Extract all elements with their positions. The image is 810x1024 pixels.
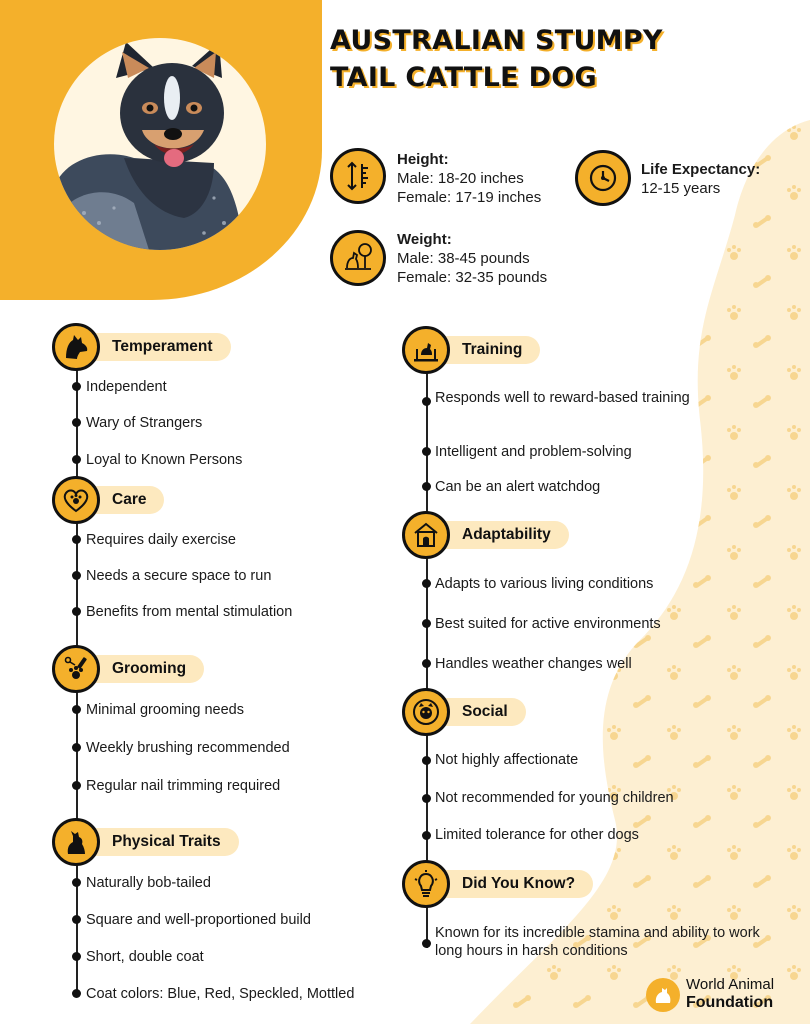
height-label: Height: bbox=[397, 151, 449, 168]
height-stat bbox=[397, 150, 541, 207]
world-animal-foundation-logo bbox=[646, 978, 680, 1012]
title-line-2: TAIL CATTLE DOG bbox=[330, 62, 598, 93]
bullet bbox=[72, 989, 81, 998]
bullet bbox=[422, 939, 431, 948]
life-expectancy-stat bbox=[641, 160, 760, 198]
list-item: Handles weather changes well bbox=[435, 656, 632, 672]
bullet bbox=[422, 831, 431, 840]
list-item: Requires daily exercise bbox=[86, 532, 236, 548]
sitting-dog-icon bbox=[52, 818, 100, 866]
list-item: Short, double coat bbox=[86, 949, 204, 965]
bullet bbox=[422, 659, 431, 668]
bullet bbox=[72, 607, 81, 616]
height-female: Female: 17-19 inches bbox=[397, 189, 542, 206]
training-icon bbox=[402, 326, 450, 374]
list-item: Needs a secure space to run bbox=[86, 568, 272, 584]
list-item: Minimal grooming needs bbox=[86, 702, 244, 718]
height-ruler-icon bbox=[330, 148, 386, 204]
bullet bbox=[422, 397, 431, 406]
physical-traits-title: Physical Traits bbox=[76, 828, 239, 856]
bullet bbox=[72, 781, 81, 790]
dog-illustration bbox=[54, 38, 266, 250]
page-title bbox=[330, 22, 663, 96]
list-item: Square and well-proportioned build bbox=[86, 912, 311, 928]
bullet bbox=[422, 794, 431, 803]
dog-head-icon bbox=[52, 323, 100, 371]
bullet bbox=[422, 756, 431, 765]
bullet bbox=[72, 382, 81, 391]
weight-female: Female: 32-35 pounds bbox=[397, 269, 548, 286]
weight-male: Male: 38-45 pounds bbox=[397, 250, 530, 267]
list-item: Independent bbox=[86, 379, 167, 395]
bullet bbox=[72, 418, 81, 427]
weight-label: Weight: bbox=[397, 231, 452, 248]
right-timeline bbox=[426, 350, 428, 948]
list-item: Weekly brushing recommended bbox=[86, 740, 290, 756]
height-male: Male: 18-20 inches bbox=[397, 170, 524, 187]
bullet bbox=[72, 878, 81, 887]
lightbulb-icon bbox=[402, 860, 450, 908]
grooming-title: Grooming bbox=[76, 655, 204, 683]
brand-line-1: World Animal bbox=[686, 976, 775, 993]
brand-line-2: Foundation bbox=[686, 994, 774, 1011]
social-title: Social bbox=[426, 698, 526, 726]
life-label: Life Expectancy: bbox=[641, 161, 761, 178]
list-item: Naturally bob-tailed bbox=[86, 875, 211, 891]
adaptability-title: Adaptability bbox=[426, 521, 569, 549]
list-item: Best suited for active environments bbox=[435, 616, 661, 632]
training-title: Training bbox=[426, 336, 540, 364]
bullet bbox=[422, 447, 431, 456]
heart-paw-icon bbox=[52, 476, 100, 524]
list-item: Intelligent and problem-solving bbox=[435, 444, 632, 460]
list-item: Not recommended for young children bbox=[435, 790, 674, 806]
bullet bbox=[72, 743, 81, 752]
list-item: Not highly affectionate bbox=[435, 752, 579, 768]
bullet bbox=[422, 482, 431, 491]
list-item: Coat colors: Blue, Red, Speckled, Mottled bbox=[86, 986, 355, 1002]
care-title: Care bbox=[76, 486, 164, 514]
temperament-title: Temperament bbox=[76, 333, 231, 361]
brand-name bbox=[686, 976, 774, 1012]
list-item: Regular nail trimming required bbox=[86, 778, 281, 794]
list-item: Known for its incredible stamina and ability to work long hours in harsh conditions bbox=[435, 925, 760, 959]
life-value: 12-15 years bbox=[641, 180, 721, 197]
bullet bbox=[72, 915, 81, 924]
bullet bbox=[422, 619, 431, 628]
clock-icon bbox=[575, 150, 631, 206]
weight-stat bbox=[397, 230, 547, 287]
scale-dog-icon bbox=[330, 230, 386, 286]
list-item: Benefits from mental stimulation bbox=[86, 604, 293, 620]
bullet bbox=[72, 455, 81, 464]
list-item: Can be an alert watchdog bbox=[435, 479, 601, 495]
title-line-1: AUSTRALIAN STUMPY bbox=[330, 25, 663, 56]
list-item: Wary of Strangers bbox=[86, 415, 203, 431]
bullet bbox=[72, 952, 81, 961]
list-item: Loyal to Known Persons bbox=[86, 452, 243, 468]
dog-face-icon bbox=[402, 688, 450, 736]
list-item: Limited tolerance for other dogs bbox=[435, 827, 639, 843]
bullet bbox=[72, 571, 81, 580]
bullet bbox=[72, 535, 81, 544]
did-you-know-title: Did You Know? bbox=[426, 870, 593, 898]
list-item: Responds well to reward-based training bbox=[435, 390, 690, 406]
grooming-scissors-icon bbox=[52, 645, 100, 693]
list-item: Adapts to various living conditions bbox=[435, 576, 654, 592]
bullet bbox=[422, 579, 431, 588]
dog-photo bbox=[54, 38, 266, 250]
bullet bbox=[72, 705, 81, 714]
dog-house-icon bbox=[402, 511, 450, 559]
